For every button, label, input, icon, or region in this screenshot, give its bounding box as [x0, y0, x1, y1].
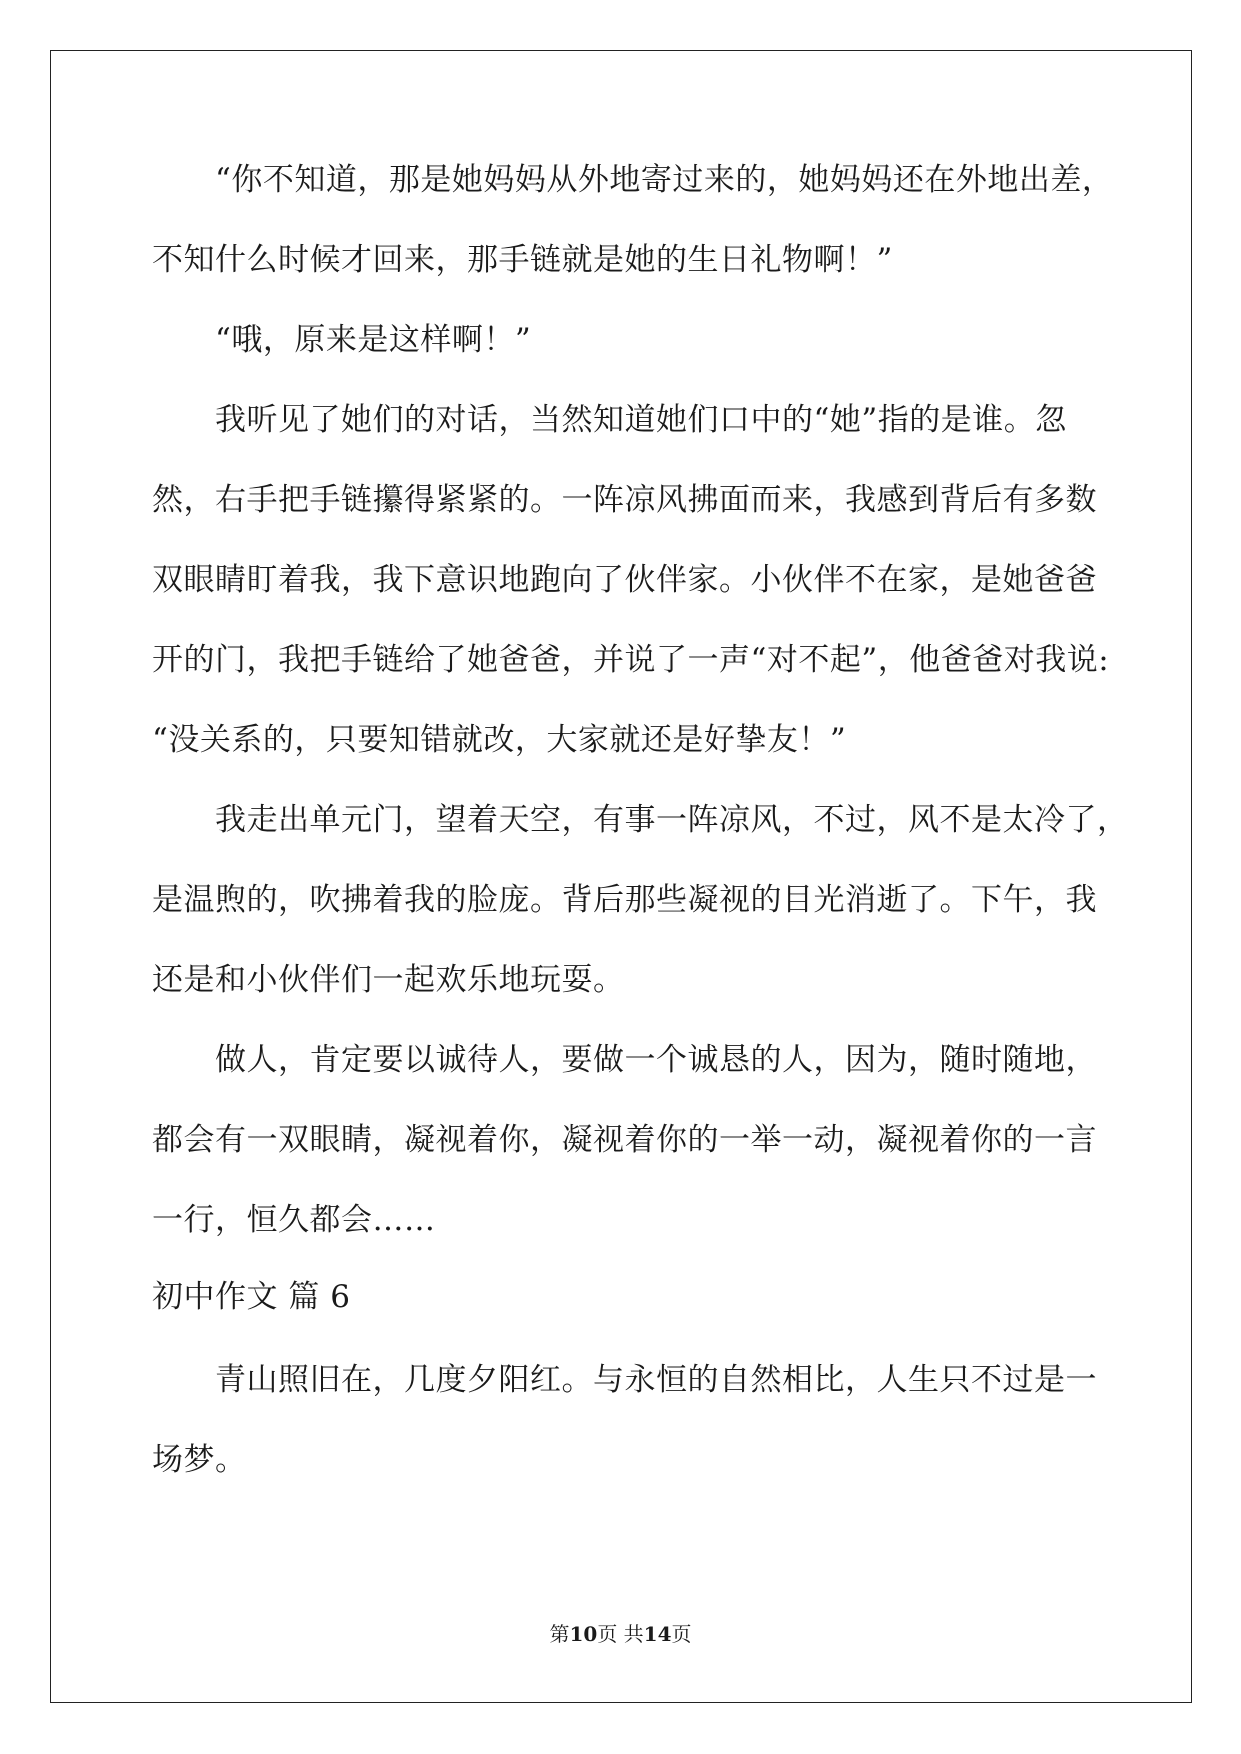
- text-line: 青山照旧在，几度夕阳红。与永恒的自然相比，人生只不过是一: [215, 1362, 1097, 1398]
- text-line: 是温煦的，吹拂着我的脸庞。背后那些凝视的目光消逝了。下午，我: [152, 882, 1097, 918]
- footer-total-pages: 14: [643, 1622, 672, 1646]
- text-line: 然，右手把手链攥得紧紧的。一阵凉风拂面而来，我感到背后有多数: [152, 482, 1097, 518]
- page-footer: [0, 1618, 1241, 1647]
- text-line: 开的门，我把手链给了她爸爸，并说了一声“对不起”，他爸爸对我说:: [152, 642, 1110, 678]
- text-line: 我听见了她们的对话，当然知道她们口中的“她”指的是谁。忽: [215, 402, 1067, 438]
- text-line: 一行，恒久都会……: [152, 1202, 436, 1238]
- text-line: 我走出单元门，望着天空，有事一阵凉风，不过，风不是太冷了，: [215, 802, 1129, 838]
- text-line: “没关系的，只要知错就改，大家就还是好挚友！”: [152, 722, 847, 758]
- text-line: “哦，原来是这样啊！”: [215, 322, 532, 358]
- footer-suffix: 页: [671, 1622, 692, 1646]
- text-line: 不知什么时候才回来，那手链就是她的生日礼物啊！”: [152, 242, 893, 278]
- section-heading: 初中作文 篇 6: [152, 1279, 351, 1315]
- text-line: 双眼睛盯着我，我下意识地跑向了伙伴家。小伙伴不在家，是她爸爸: [152, 562, 1097, 598]
- footer-page-number: 10: [569, 1622, 598, 1646]
- document-body: [152, 140, 1129, 1500]
- text-line: 场梦。: [152, 1442, 247, 1478]
- text-line: 做人，肯定要以诚待人，要做一个诚恳的人，因为，随时随地，: [215, 1042, 1097, 1078]
- footer-prefix: 第: [549, 1622, 570, 1646]
- footer-mid: 页 共: [597, 1622, 644, 1646]
- text-line: 还是和小伙伴们一起欢乐地玩耍。: [152, 962, 625, 998]
- text-line: 都会有一双眼睛，凝视着你，凝视着你的一举一动，凝视着你的一言: [152, 1122, 1097, 1158]
- text-line: “你不知道，那是她妈妈从外地寄过来的，她妈妈还在外地出差，: [215, 162, 1114, 198]
